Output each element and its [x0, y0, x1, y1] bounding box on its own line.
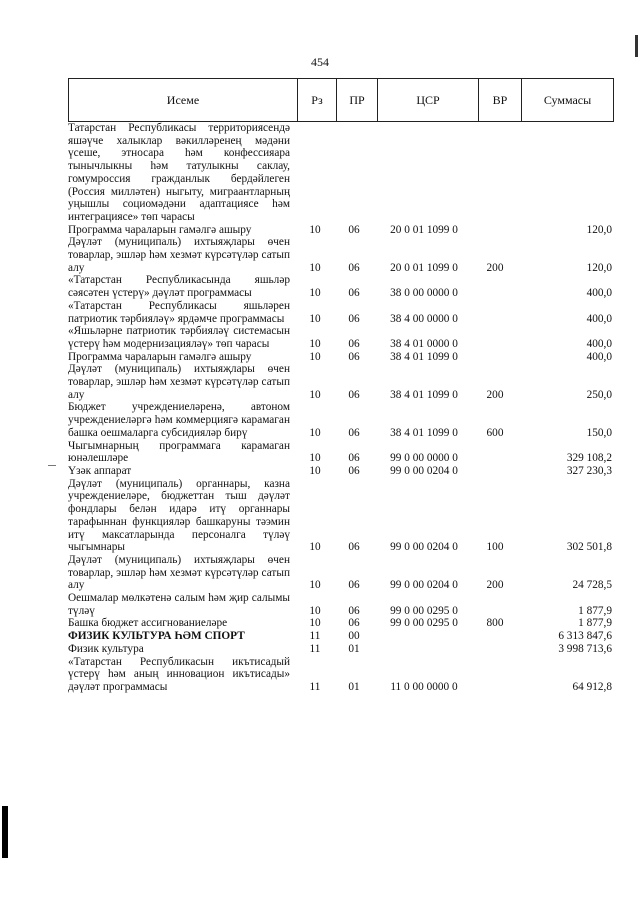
cell-rz: 10	[309, 464, 321, 477]
cell-sum: 329 108,2	[566, 452, 612, 465]
table-row	[68, 465, 614, 478]
cell-rz: 10	[309, 617, 321, 630]
cell-pr: 00	[348, 630, 360, 643]
cell-csr: 11 0 00 0000 0	[390, 680, 458, 693]
cell-name: Дәүләт (муниципаль) ихтыяҗлары өчен товарлар, эшләр һәм хезмәт күрсәтүләр сатып алу	[68, 553, 290, 592]
cell-pr: 06	[348, 223, 360, 236]
cell-rz: 10	[309, 261, 321, 274]
cell-csr: 99 0 00 0204 0	[390, 464, 458, 477]
cell-csr: 99 0 00 0204 0	[390, 541, 458, 554]
cell-name: «Яшьләрне патриотик тәрбияләү системасын үстерү һәм модернизацияләү» төп чарасы	[68, 325, 290, 350]
cell-sum: 24 728,5	[572, 579, 612, 592]
table-row	[68, 300, 614, 325]
cell-csr: 38 4 01 1099 0	[390, 388, 458, 401]
cell-sum: 150,0	[586, 426, 612, 439]
table-row	[68, 478, 614, 554]
cell-pr: 06	[348, 617, 360, 630]
cell-sum: 1 877,9	[578, 617, 612, 630]
cell-pr: 06	[348, 426, 360, 439]
cell-name: Оешмалар мөлкәтенә салым һәм җир салымы түләү	[68, 592, 290, 617]
cell-rz: 10	[309, 287, 321, 300]
cell-sum: 400,0	[586, 312, 612, 325]
cell-rz: 10	[309, 604, 321, 617]
cell-sum: 6 313 847,6	[558, 630, 612, 643]
cell-rz: 10	[309, 350, 321, 363]
header-rz: Рз	[297, 79, 336, 121]
cell-sum: 1 877,9	[578, 604, 612, 617]
cell-pr: 06	[348, 287, 360, 300]
cell-name: Дәүләт (муниципаль) органнары, казна учреждениеләре, бюджеттан тыш дәүләт фондлары белән идарә итү органнары тарафыннан функцияләр башкаруны тәэмин итү максатларында персоналга түләү чыгымнары	[68, 477, 290, 554]
cell-sum: 64 912,8	[572, 680, 612, 693]
cell-csr: 99 0 00 0295 0	[390, 604, 458, 617]
table-row	[68, 351, 614, 364]
cell-vr: 200	[486, 261, 504, 274]
cell-name: Башка бюджет ассигнованиеләре	[68, 617, 228, 630]
page-number: 454	[311, 55, 329, 69]
scan-edge-bar	[2, 806, 8, 858]
cell-pr: 06	[348, 312, 360, 325]
cell-rz: 10	[309, 541, 321, 554]
cell-name: «Татарстан Республикасы яшьләрен патриотик тәрбияләү» ярдәмче программасы	[68, 299, 290, 325]
table-row	[68, 122, 614, 224]
cell-csr: 38 0 00 0000 0	[390, 287, 458, 300]
header-sum: Суммасы	[521, 79, 613, 121]
cell-name: ФИЗИК КУЛЬТУРА ҺӘМ СПОРТ	[68, 630, 245, 643]
header-pr: ПР	[336, 79, 377, 121]
cell-csr: 20 0 01 1099 0	[390, 261, 458, 274]
cell-rz: 10	[309, 223, 321, 236]
cell-pr: 06	[348, 261, 360, 274]
cell-name: Татарстан Республикасы территориясендә яшәүче халыклар вәкилләренең мәдәни үсеше, этносара һәм конфессияара тынычлыкны һәм татулыкны саклау, гомумроссия гражданлык бердәйлеген (Россия милләтен) ныгыту, миграантларның уңышлы социомәдәни адаптациясе һәм интеграциясе» төп чарасы	[68, 122, 290, 223]
cell-name: Бюджет учреждениеләренә, автоном учреждениеләргә һәм коммерциягә карамаган башка оешмаларга субсидияләр бирү	[68, 401, 290, 439]
cell-sum: 400,0	[586, 350, 612, 363]
cell-csr: 20 0 01 1099 0	[390, 223, 458, 236]
table-row	[68, 656, 614, 694]
cell-pr: 01	[348, 680, 360, 693]
cell-name: Дәүләт (муниципаль) ихтыяҗлары өчен товарлар, эшләр һәм хезмәт күрсәтүләр сатып алу	[68, 236, 290, 274]
cell-vr: 200	[486, 579, 504, 592]
cell-rz: 11	[309, 630, 321, 643]
cell-rz: 10	[309, 312, 321, 325]
header-csr: ЦСР	[377, 79, 478, 121]
cell-rz: 10	[309, 452, 321, 465]
scan-tick-mark	[48, 465, 56, 466]
budget-table	[68, 78, 614, 694]
cell-rz: 10	[309, 579, 321, 592]
cell-csr: 99 0 00 0000 0	[390, 452, 458, 465]
cell-pr: 06	[348, 452, 360, 465]
cell-vr: 100	[486, 541, 504, 554]
table-header	[68, 78, 614, 122]
cell-pr: 01	[348, 642, 360, 655]
table-row	[68, 274, 614, 299]
cell-rz: 11	[309, 642, 321, 655]
cell-rz: 11	[309, 680, 321, 693]
cell-csr: 38 4 01 1099 0	[390, 350, 458, 363]
cell-vr: 800	[486, 617, 504, 630]
cell-rz: 10	[309, 388, 321, 401]
table-row	[68, 630, 614, 643]
table-row	[68, 401, 614, 439]
cell-name: Программа чараларын гамәлгә ашыру	[68, 223, 252, 236]
cell-name: Чыгымнарның программага карамаган юнәлешләре	[68, 439, 290, 465]
cell-name: Физик культура	[68, 642, 144, 655]
cell-vr: 600	[486, 426, 504, 439]
cell-rz: 10	[309, 337, 321, 350]
cell-pr: 06	[348, 350, 360, 363]
cell-csr: 38 4 01 1099 0	[390, 426, 458, 439]
table-row	[68, 236, 614, 274]
cell-sum: 120,0	[586, 223, 612, 236]
cell-sum: 120,0	[586, 261, 612, 274]
cell-name: Дәүләт (муниципаль) ихтыяҗлары өчен товарлар, эшләр һәм хезмәт күрсәтүләр сатып алу	[68, 363, 290, 401]
table-row	[68, 440, 614, 465]
cell-name: Үзәк аппарат	[68, 464, 132, 477]
cell-sum: 400,0	[586, 337, 612, 350]
cell-sum: 302 501,8	[566, 541, 612, 554]
cell-csr: 38 4 01 0000 0	[390, 337, 458, 350]
cell-vr: 200	[486, 388, 504, 401]
cell-name: «Татарстан Республикасын икътисадый үстерү һәм аның инновацион икътисады» дәүләт программасы	[68, 655, 290, 693]
cell-pr: 06	[348, 464, 360, 477]
cell-name: Программа чараларын гамәлгә ашыру	[68, 350, 252, 363]
table-row	[68, 363, 614, 401]
cell-pr: 06	[348, 337, 360, 350]
cell-sum: 327 230,3	[566, 464, 612, 477]
cell-pr: 06	[348, 388, 360, 401]
cell-csr: 99 0 00 0204 0	[390, 579, 458, 592]
scan-edge-mark	[635, 35, 638, 57]
table-row	[68, 325, 614, 350]
header-name: Исеме	[166, 92, 200, 107]
table-body	[68, 122, 614, 694]
cell-csr: 99 0 00 0295 0	[390, 617, 458, 630]
table-row	[68, 224, 614, 237]
cell-rz: 10	[309, 426, 321, 439]
cell-sum: 400,0	[586, 287, 612, 300]
table-row	[68, 554, 614, 592]
cell-pr: 06	[348, 604, 360, 617]
cell-csr: 38 4 00 0000 0	[390, 312, 458, 325]
cell-sum: 250,0	[586, 388, 612, 401]
cell-name: «Татарстан Республикасында яшьләр сәясәтен үстерү» дәүләт программасы	[68, 274, 290, 300]
cell-pr: 06	[348, 541, 360, 554]
cell-sum: 3 998 713,6	[558, 642, 612, 655]
table-row	[68, 617, 614, 630]
table-row	[68, 592, 614, 617]
table-row	[68, 643, 614, 656]
header-vr: ВР	[478, 79, 521, 121]
cell-pr: 06	[348, 579, 360, 592]
